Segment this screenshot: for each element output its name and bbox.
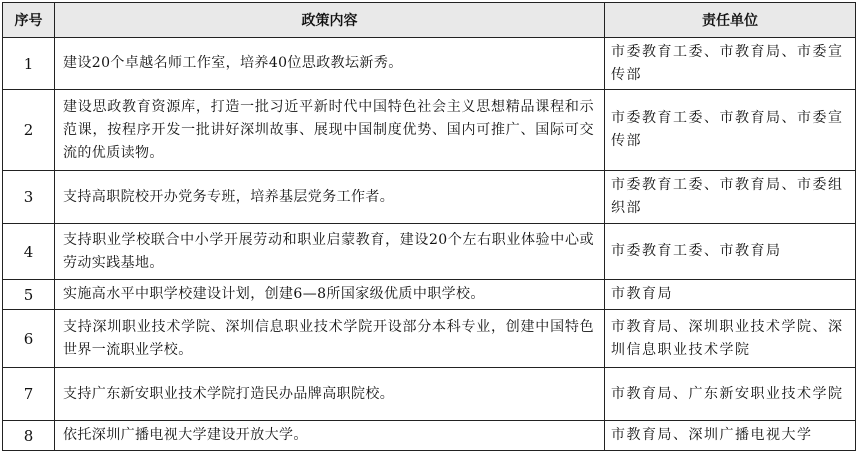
responsible-unit: 市委教育工委、市教育局、市委组织部 [605,171,856,224]
responsible-unit: 市委教育工委、市教育局、市委宣传部 [605,38,856,90]
responsible-unit: 市委教育工委、市教育局、市委宣传部 [605,90,856,171]
policy-content: 支持广东新安职业技术学院打造民办品牌高职院校。 [55,368,605,421]
table-row [3,310,856,368]
policy-content: 实施高水平中职学校建设计划，创建6—8所国家级优质中职学校。 [55,280,605,310]
row-number: 4 [3,224,55,280]
responsible-unit: 市教育局 [605,280,856,310]
header-no: 序号 [3,3,55,38]
row-number: 7 [3,368,55,421]
row-number: 5 [3,280,55,310]
header-row [3,3,856,38]
responsible-unit: 市委教育工委、市教育局 [605,224,856,280]
row-number: 1 [3,38,55,90]
responsible-unit: 市教育局、深圳职业技术学院、深圳信息职业技术学院 [605,310,856,368]
responsible-unit: 市教育局、广东新安职业技术学院 [605,368,856,421]
header-policy: 政策内容 [55,3,605,38]
policy-table [2,2,856,451]
table-row [3,368,856,421]
table-row [3,280,856,310]
policy-content: 支持深圳职业技术学院、深圳信息职业技术学院开设部分本科专业，创建中国特色世界一流职业学校。 [55,310,605,368]
table-row [3,224,856,280]
policy-content: 建设20个卓越名师工作室，培养40位思政教坛新秀。 [55,38,605,90]
table-row [3,38,856,90]
policy-content: 支持职业学校联合中小学开展劳动和职业启蒙教育，建设20个左右职业体验中心或劳动实践基地。 [55,224,605,280]
row-number: 8 [3,421,55,451]
responsible-unit: 市教育局、深圳广播电视大学 [605,421,856,451]
policy-content: 建设思政教育资源库，打造一批习近平新时代中国特色社会主义思想精品课程和示范课，按程序开发一批讲好深圳故事、展现中国制度优势、国内可推广、国际可交流的优质读物。 [55,90,605,171]
policy-content: 支持高职院校开办党务专班，培养基层党务工作者。 [55,171,605,224]
row-number: 3 [3,171,55,224]
table-row [3,90,856,171]
policy-content: 依托深圳广播电视大学建设开放大学。 [55,421,605,451]
table-row [3,421,856,451]
row-number: 2 [3,90,55,171]
header-unit: 责任单位 [605,3,856,38]
row-number: 6 [3,310,55,368]
table-row [3,171,856,224]
